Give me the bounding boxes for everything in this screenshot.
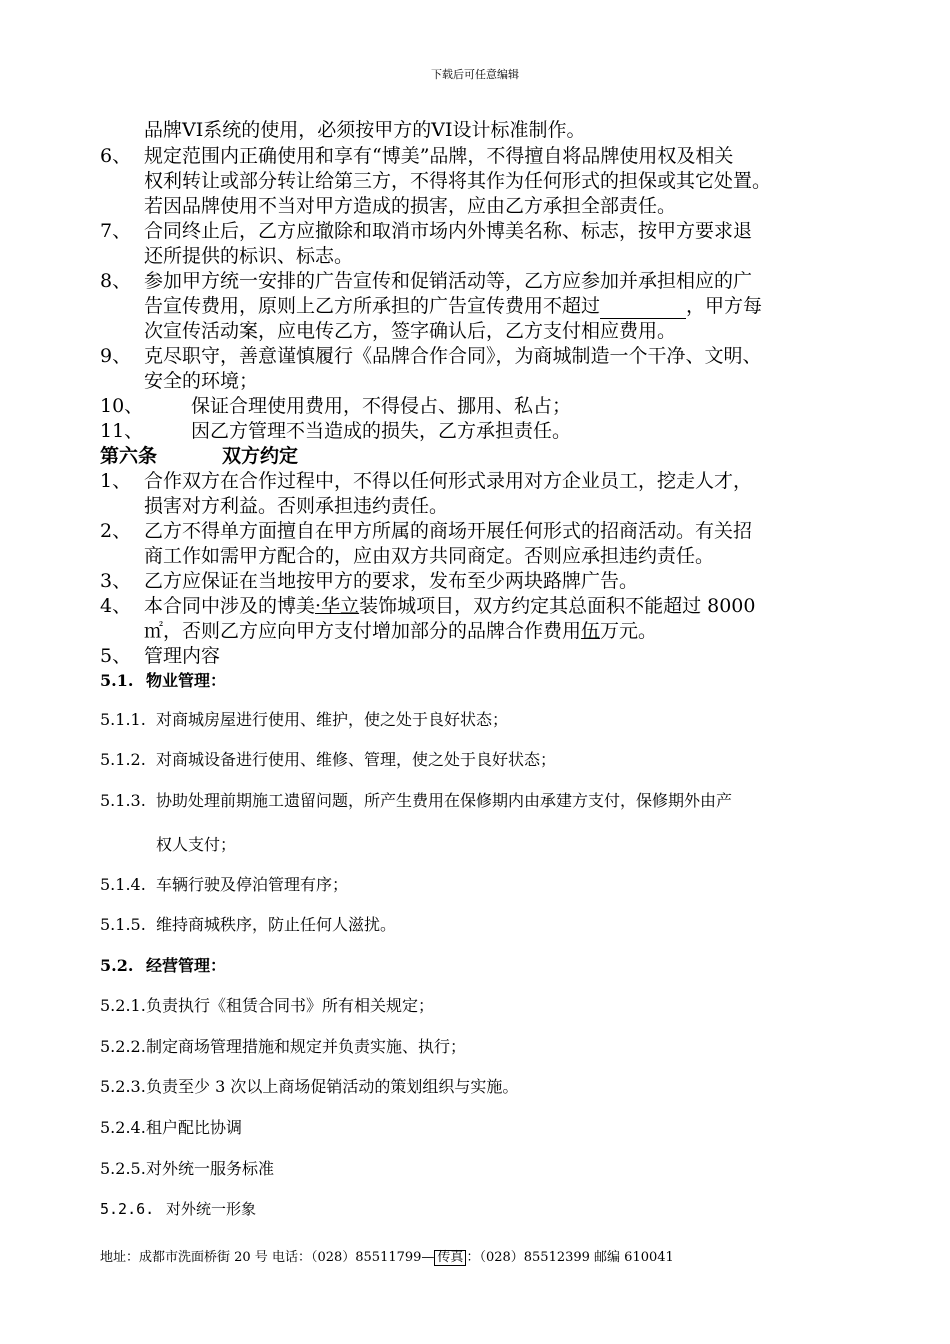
sub-item-text: 对商城房屋进行使用、维护，使之处于良好状态； xyxy=(156,710,509,729)
sub-item-text: 维持商城秩序，防止任何人滋扰。 xyxy=(156,915,397,934)
page-footer xyxy=(100,1246,674,1266)
item-line: 规定范围内正确使用和享有“博美”品牌，不得擅自将品牌使用权及相关 xyxy=(144,145,734,167)
item-number: 7、 xyxy=(100,220,132,242)
item-line: 保证合理使用费用，不得侵占、挪用、私占； xyxy=(191,395,572,417)
item-number: 10、 xyxy=(100,395,144,417)
sub-item-number: 5.1.5. xyxy=(100,915,146,934)
sub-item-number: 5.2.5. xyxy=(100,1159,146,1178)
item-line-text: ㎡，否则乙方应向甲方支付增加部分的品牌合作费用 xyxy=(144,620,582,642)
item-number: 3、 xyxy=(100,570,132,592)
sub-item-continued: 权人支付； xyxy=(156,835,237,854)
footer-fax-box: 传真 xyxy=(434,1250,466,1266)
item-line xyxy=(144,618,657,644)
section-title: 经营管理： xyxy=(146,956,227,975)
item-number: 5、 xyxy=(100,645,132,667)
item-line: 权利转让或部分转让给第三方，不得将其作为任何形式的担保或其它处置。 xyxy=(144,170,772,192)
sub-item-text: 租户配比协调 xyxy=(146,1118,243,1137)
article-label: 第六条 xyxy=(100,445,158,467)
page-header: 下载后可任意编辑 xyxy=(431,68,519,81)
item-line: 合作双方在合作过程中，不得以任何形式录用对方企业员工，挖走人才， xyxy=(144,470,753,492)
item-number: 6、 xyxy=(100,145,132,167)
article-heading xyxy=(100,443,299,469)
item-line: 次宣传活动案，应电传乙方，签字确认后，乙方支付相应费用。 xyxy=(144,320,677,342)
item-number: 2、 xyxy=(100,520,132,542)
underlined-text: ·华立 xyxy=(315,595,360,617)
sub-item-number: 5.2.2. xyxy=(100,1037,146,1056)
item-line: 克尽职守，善意谨慎履行《品牌合作合同》，为商城制造一个干净、文明、 xyxy=(144,345,762,367)
sub-item-number: 5.1.2. xyxy=(100,750,146,769)
sub-item-number: 5.2.6. xyxy=(100,1200,155,1218)
item-line: 合同终止后，乙方应撤除和取消市场内外博美名称、标志，按甲方要求退 xyxy=(144,220,753,242)
footer-contact: ：（028）85512399 邮编 610041 xyxy=(466,1250,674,1265)
item-line: 因乙方管理不当造成的损失，乙方承担责任。 xyxy=(191,420,572,442)
article-title: 双方约定 xyxy=(222,445,299,467)
item-line: 损害对方利益。否则承担违约责任。 xyxy=(144,495,449,517)
sub-item-text: 制定商场管理措施和规定并负责实施、执行； xyxy=(146,1037,467,1056)
item-line: 安全的环境； xyxy=(144,370,259,392)
section-number: 5.2. xyxy=(100,956,134,975)
item-line: 还所提供的标识、标志。 xyxy=(144,245,354,267)
sub-item-number: 5.2.1. xyxy=(100,996,146,1015)
sub-item-text: 对外统一形象 xyxy=(166,1200,257,1218)
sub-item-number: 5.1.3. xyxy=(100,791,146,810)
section-title: 物业管理： xyxy=(146,671,227,690)
sub-item-text: 负责执行《租赁合同书》所有相关规定； xyxy=(146,996,435,1015)
sub-item-number: 5.2.3. xyxy=(100,1077,146,1096)
sub-item-number: 5.1.1. xyxy=(100,710,146,729)
item-line: 参加甲方统一安排的广告宣传和促销活动等，乙方应参加并承担相应的广 xyxy=(144,270,753,292)
footer-address: 地址：成都市洗面桥街 20 号 电话：（028）85511799— xyxy=(100,1250,435,1265)
item-line: 乙方不得单方面擅自在甲方所属的商场开展任何形式的招商活动。有关招 xyxy=(144,520,753,542)
item-line-text: 本合同中涉及的博美 xyxy=(144,595,316,617)
section-number: 5.1. xyxy=(100,671,134,690)
item-number: 4、 xyxy=(100,595,132,617)
item-line xyxy=(144,593,755,619)
item-number: 9、 xyxy=(100,345,132,367)
item-line: 乙方应保证在当地按甲方的要求，发布至少两块路牌广告。 xyxy=(144,570,639,592)
sub-item-number: 5.1.4. xyxy=(100,875,146,894)
item-line: 管理内容 xyxy=(144,645,221,667)
item-number: 1、 xyxy=(100,470,132,492)
sub-item-text: 车辆行驶及停泊管理有序； xyxy=(156,875,349,894)
continued-line: 品牌VI系统的使用，必须按甲方的VI设计标准制作。 xyxy=(144,119,586,141)
item-line-text: 装饰城项目，双方约定其总面积不能超过 8000 xyxy=(359,595,756,617)
item-number: 11、 xyxy=(100,420,144,442)
underlined-text: 伍 xyxy=(581,620,601,642)
fill-in-blank xyxy=(600,298,686,319)
item-line: 商工作如需甲方配合的，应由双方共同商定。否则应承担违约责任。 xyxy=(144,545,715,567)
item-line-text: 万元。 xyxy=(600,620,658,642)
item-line-text: 告宣传费用，原则上乙方所承担的广告宣传费用不超过 xyxy=(144,295,601,317)
sub-item-number: 5.2.4. xyxy=(100,1118,146,1137)
sub-item-text: 对外统一服务标准 xyxy=(146,1159,275,1178)
sub-item-text: 负责至少 3 次以上商场促销活动的策划组织与实施。 xyxy=(146,1077,519,1096)
item-line-with-blank xyxy=(144,293,762,319)
item-number: 8、 xyxy=(100,270,132,292)
item-line: 若因品牌使用不当对甲方造成的损害，应由乙方承担全部责任。 xyxy=(144,195,677,217)
sub-item-text: 对商城设备进行使用、维修、管理，使之处于良好状态； xyxy=(156,750,557,769)
sub-item-text: 协助处理前期施工遗留问题，所产生费用在保修期内由承建方支付，保修期外由产 xyxy=(156,791,733,810)
item-line-text: ，甲方每 xyxy=(686,295,763,317)
